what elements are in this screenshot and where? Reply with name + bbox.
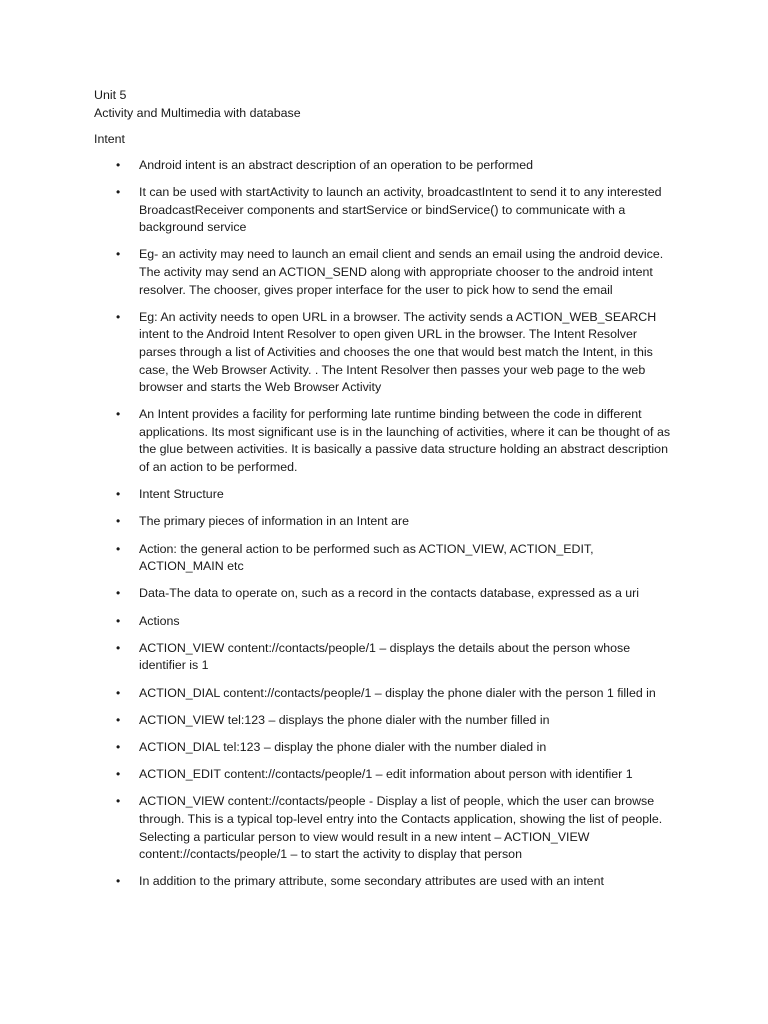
- bullet-text: ACTION_VIEW content://contacts/people/1 – displays the details about the person whose identifier is 1: [139, 640, 631, 673]
- bullet-text: ACTION_VIEW content://contacts/people - Display a list of people, which the user can browse through. This is a typical top-level entry into the Contacts application, showing the list of people. Selecting a particular person to view would result in a new intent – ACTION_VIEW content://contacts/people/1 – to start the activity to display that person: [139, 794, 663, 862]
- bullet-text: ACTION_DIAL tel:123 – display the phone dialer with the number dialed in: [139, 739, 547, 754]
- list-item: [94, 157, 674, 175]
- list-item: [94, 640, 674, 675]
- bullet-text: Eg: An activity needs to open URL in a browser. The activity sends a ACTION_WEB_SEARCH intent to the Android Intent Resolver to open given URL in the browser. The Intent Resolver parses through a list of Activities and chooses the one that would best match the Intent, in this case, the Web Browser Activity. . The Intent Resolver then passes your web page to the web browser and starts the Web Browser Activity: [139, 309, 657, 395]
- bullet-icon: •: [116, 586, 121, 601]
- bullet-icon: •: [116, 640, 121, 655]
- list-item: [94, 712, 674, 730]
- bullet-icon: •: [116, 514, 121, 529]
- list-item: [94, 766, 674, 784]
- bullet-icon: •: [116, 794, 121, 809]
- bullet-text: Action: the general action to be performed such as ACTION_VIEW, ACTION_EDIT, ACTION_MAIN etc: [139, 541, 594, 574]
- bullet-icon: •: [116, 767, 121, 782]
- list-item: [94, 739, 674, 757]
- bullet-icon: •: [116, 487, 121, 502]
- list-item: [94, 541, 674, 576]
- bullet-text: ACTION_EDIT content://contacts/people/1 – edit information about person with identifier 1: [139, 767, 633, 782]
- list-item: [94, 613, 674, 631]
- list-item: [94, 793, 674, 863]
- bullet-text: Actions: [139, 613, 180, 628]
- bullet-text: ACTION_VIEW tel:123 – displays the phone dialer with the number filled in: [139, 712, 550, 727]
- list-item: [94, 585, 674, 603]
- bullet-text: ACTION_DIAL content://contacts/people/1 – display the phone dialer with the person 1 filled in: [139, 685, 656, 700]
- bullet-text: Eg- an activity may need to launch an email client and sends an email using the android device. The activity may send an ACTION_SEND along with appropriate chooser to the android intent resolver. The chooser, gives proper interface for the user to pick how to send the email: [139, 247, 664, 297]
- bullet-icon: •: [116, 685, 121, 700]
- list-item: [94, 406, 674, 476]
- list-item: [94, 685, 674, 703]
- bullet-text: Android intent is an abstract description of an operation to be performed: [139, 157, 533, 172]
- bullet-icon: •: [116, 247, 121, 262]
- list-item: [94, 513, 674, 531]
- bullet-text: In addition to the primary attribute, some secondary attributes are used with an intent: [139, 874, 604, 889]
- bullet-icon: •: [116, 874, 121, 889]
- bullet-list: [94, 157, 694, 891]
- bullet-icon: •: [116, 712, 121, 727]
- bullet-text: Intent Structure: [139, 487, 224, 502]
- unit-subtitle: Activity and Multimedia with database: [94, 105, 301, 120]
- bullet-text: The primary pieces of information in an Intent are: [139, 514, 409, 529]
- bullet-icon: •: [116, 739, 121, 754]
- list-item: [94, 309, 674, 397]
- list-item: [94, 246, 674, 299]
- bullet-icon: •: [116, 541, 121, 556]
- bullet-icon: •: [116, 407, 121, 422]
- unit-heading: Unit 5: [94, 88, 127, 102]
- bullet-icon: •: [116, 613, 121, 628]
- bullet-icon: •: [116, 184, 121, 199]
- list-item: [94, 486, 674, 504]
- document-body: [94, 87, 694, 900]
- bullet-icon: •: [116, 309, 121, 324]
- bullet-icon: •: [116, 157, 121, 172]
- list-item: [94, 873, 674, 891]
- section-title-intent: Intent: [94, 132, 126, 147]
- bullet-text: An Intent provides a facility for performing late runtime binding between the code in different applications. Its most significant use is in the launching of activities, where it can be thought of as the glue between activities. It is basically a passive data structure holding an abstract description of an action to be performed.: [139, 407, 671, 475]
- bullet-text: Data-The data to operate on, such as a record in the contacts database, expressed as a uri: [139, 586, 640, 601]
- list-item: [94, 184, 674, 237]
- bullet-text: It can be used with startActivity to launch an activity, broadcastIntent to send it to any interested BroadcastReceiver components and startService or bindService() to communicate with a background service: [139, 184, 662, 235]
